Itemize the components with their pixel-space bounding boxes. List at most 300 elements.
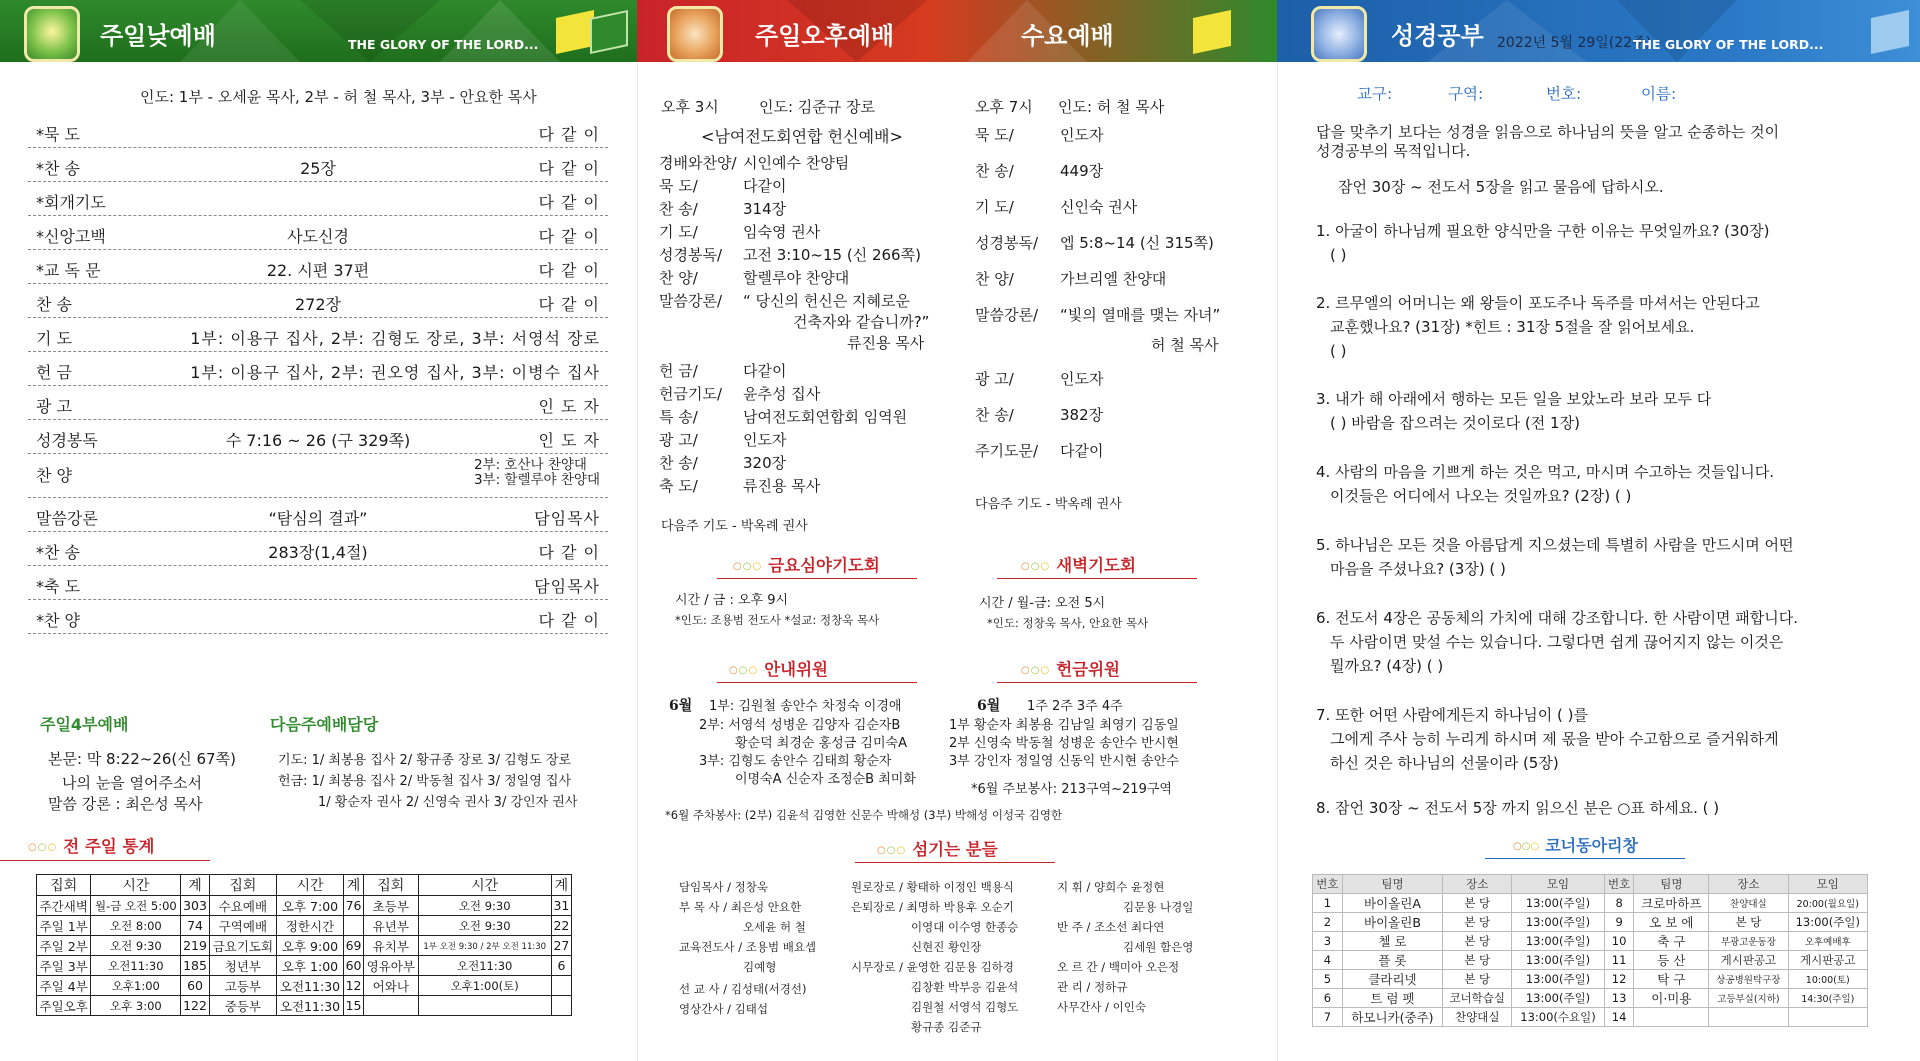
order-item: 수 7:16 ~ 26 (구 329쪽) — [225, 431, 411, 450]
afternoon-value: 다같이 — [743, 177, 787, 195]
study-intro-2: 성경공부의 목적입니다. — [1316, 142, 1471, 160]
staff-line: 교육전도사 / 조용범 배요셉 — [679, 940, 817, 954]
question-line: 뭘까요? (4장) ( ) — [1330, 657, 1444, 675]
table-cell: 1 — [1313, 893, 1343, 912]
table-cell: 76 — [344, 896, 364, 916]
order-row — [28, 498, 608, 532]
table-cell: 본 당 — [1443, 931, 1512, 950]
afternoon-label: 축 도/ — [659, 477, 698, 495]
table-cell: 오전11:30 — [277, 996, 344, 1016]
wednesday-label: 기 도/ — [975, 198, 1014, 216]
afternoon-value: 시인예수 찬양팀 — [743, 154, 850, 172]
staff-line: 김예형 — [743, 960, 777, 974]
order-leader: 인 도 자 — [538, 431, 600, 450]
ushers-month: 6월 — [669, 698, 693, 714]
table-header: 팀명 — [1342, 875, 1442, 894]
afternoon-value: 할렐루야 찬양대 — [743, 269, 850, 287]
flag-icon — [556, 10, 594, 54]
order-leader: 1부: 이용구 집사, 2부: 권오영 집사, 3부: 이병수 집사 — [190, 363, 600, 382]
table-cell: 초등부 — [364, 896, 418, 916]
afternoon-leader: 인도: 김준규 장로 — [759, 98, 876, 116]
table-cell: 7 — [1313, 1007, 1343, 1026]
table-cell: 유치부 — [364, 936, 418, 956]
divider — [997, 682, 1197, 683]
friday-prayer-leaders: *인도: 조용범 전도사 *설교: 정창욱 목사 — [675, 613, 880, 627]
attendance-table — [36, 874, 572, 1016]
table-header: 집회 — [209, 875, 276, 896]
order-label: *찬 송 — [36, 543, 80, 562]
friday-prayer-time: 시간 / 금 : 오후 9시 — [675, 593, 789, 608]
staff-line: 지 휘 / 양희수 윤정현 — [1057, 880, 1165, 894]
table-cell: 수요예배 — [209, 896, 276, 916]
study-instruction: 잠언 30장 ~ 전도서 5장을 읽고 물음에 답하시오. — [1338, 178, 1664, 196]
table-cell: 3 — [1313, 931, 1343, 950]
table-row — [1313, 950, 1868, 969]
staff-line: 담임목사 / 정창욱 — [679, 880, 768, 894]
usher-line: 2부: 서영석 성병운 김양자 김순자B — [699, 718, 901, 733]
table-cell: 오전11:30 — [91, 956, 181, 976]
staff-line: 사무간사 / 이인숙 — [1057, 1000, 1146, 1014]
emblem-icon — [24, 6, 80, 62]
offering-committee-heading: ○○○ 헌금위원 — [1021, 660, 1120, 679]
order-item: 283장(1,4절) — [268, 543, 368, 562]
offering-month: 6월 — [977, 698, 1001, 714]
wednesday-label: 성경봉독/ — [975, 234, 1039, 252]
table-cell: 게시판공고 — [1788, 950, 1867, 969]
table-cell: 20:00(월요일) — [1788, 893, 1867, 912]
table-cell: 31 — [551, 896, 571, 916]
table-cell: 오전 9:30 — [418, 916, 551, 936]
order-row — [28, 532, 608, 566]
table-cell: 영유아부 — [364, 956, 418, 976]
table-cell — [364, 996, 418, 1016]
afternoon-value: 다같이 — [743, 362, 787, 380]
section-title: 주일낮예배 — [100, 22, 216, 50]
dots-icon: ○○○ — [733, 561, 763, 572]
table-header: 장소 — [1443, 875, 1512, 894]
question-line: 4. 사람의 마음을 기쁘게 하는 것은 먹고, 마시며 수고하는 것들입니다. — [1316, 463, 1774, 481]
afternoon-value: 건축자와 같습니까?” — [793, 313, 930, 331]
dots-icon: ○○○ — [877, 845, 907, 856]
next-week-offering: 헌금: 1/ 최봉용 집사 2/ 박동철 집사 3/ 정일영 집사 — [278, 774, 572, 789]
afternoon-label: 성경봉독/ — [659, 246, 723, 264]
table-cell: 오후 9:00 — [277, 936, 344, 956]
table-cell: 69 — [344, 936, 364, 956]
table-row — [1313, 988, 1868, 1007]
staff-line: 은퇴장로 / 최명하 박용후 오순기 — [851, 900, 1014, 914]
table-cell — [551, 976, 571, 996]
table-header: 번호 — [1604, 875, 1634, 894]
table-cell: 6 — [1313, 988, 1343, 1007]
staff-line: 이영대 이수영 한종승 — [911, 920, 1019, 934]
table-cell: 4 — [1313, 950, 1343, 969]
dawn-prayer-time: 시간 / 월-금: 오전 5시 — [979, 596, 1106, 611]
order-label: 말씀강론 — [36, 509, 98, 528]
question-line: 1. 아굴이 하나님께 필요한 양식만을 구한 이유는 무엇일까요? (30장) — [1316, 222, 1770, 240]
wednesday-time: 오후 7시 — [975, 98, 1033, 116]
question-line: 두 사람이면 맞설 수는 있습니다. 그렇다면 쉽게 끊어지지 않는 이것은 — [1330, 633, 1784, 651]
table-cell: 11 — [1604, 950, 1634, 969]
fourth-service-preacher: 말씀 강론 : 최은성 목사 — [48, 795, 203, 813]
afternoon-program: <남여전도회연합 헌신예배> — [701, 127, 903, 146]
table-header: 시간 — [418, 875, 551, 896]
table-cell: 하모니카(중주) — [1342, 1007, 1442, 1026]
afternoon-label: 묵 도/ — [659, 177, 698, 195]
order-row — [28, 114, 608, 148]
order-label: *찬 양 — [36, 611, 80, 630]
table-row — [37, 976, 572, 996]
dots-icon: ○○○ — [1021, 561, 1051, 572]
afternoon-value: 고전 3:10~15 (신 266쪽) — [743, 246, 921, 264]
fourth-service-text: 본문: 막 8:22~26(신 67쪽) — [48, 750, 236, 768]
afternoon-wednesday-panel — [637, 0, 1277, 1061]
order-row — [28, 566, 608, 600]
wednesday-label: 찬 송/ — [975, 406, 1014, 424]
table-cell: 13:00(수요일) — [1512, 1007, 1605, 1026]
offering-line: 2부 신영숙 박동철 성병운 송안수 반시현 — [949, 736, 1179, 751]
table-cell: 13:00(주일) — [1512, 931, 1605, 950]
table-cell: 코너학습실 — [1443, 988, 1512, 1007]
banner-afternoon — [637, 0, 1277, 62]
afternoon-value: 류진용 목사 — [743, 477, 821, 495]
order-row — [28, 182, 608, 216]
staff-line: 김세원 함은영 — [1123, 940, 1194, 954]
friday-prayer-heading: ○○○ 금요심야기도회 — [733, 556, 880, 575]
wednesday-label: 찬 송/ — [975, 162, 1014, 180]
table-cell: 8 — [1604, 893, 1634, 912]
table-cell: 122 — [181, 996, 209, 1016]
order-label: 기 도 — [36, 329, 72, 348]
table-header: 계 — [344, 875, 364, 896]
table-header: 모임 — [1512, 875, 1605, 894]
divider — [855, 862, 1055, 863]
question-line: ( ) — [1330, 342, 1347, 360]
staff-line: 원로장로 / 황태하 이정인 백용식 — [851, 880, 1014, 894]
table-cell: 주일 4부 — [37, 976, 91, 996]
table-cell: 14 — [1604, 1007, 1634, 1026]
afternoon-value: 임숙영 권사 — [743, 223, 821, 241]
table-cell: 오전 8:00 — [91, 916, 181, 936]
table-cell: 13:00(주일) — [1512, 988, 1605, 1007]
table-row — [37, 996, 572, 1016]
field-zone: 구역: — [1448, 85, 1484, 103]
staff-line: 영상간사 / 김태섭 — [679, 1002, 768, 1016]
table-cell: 주일 1부 — [37, 916, 91, 936]
dots-icon: ○○○ — [1021, 665, 1051, 676]
table-row — [1313, 969, 1868, 988]
bible-study-panel — [1277, 0, 1920, 1061]
wednesday-label: 묵 도/ — [975, 126, 1014, 144]
wednesday-next-prayer: 다음주 기도 - 박옥례 권사 — [975, 497, 1122, 512]
table-cell: 탁 구 — [1634, 969, 1709, 988]
question-line: 이것들은 어디에서 나오는 것일까요? (2장) ( ) — [1330, 487, 1632, 505]
order-label: 헌 금 — [36, 363, 72, 382]
stats-heading: ○○○ 전 주일 통계 — [28, 837, 155, 856]
table-cell: 정한시간 — [277, 916, 344, 936]
question-line: 그에게 주사 능히 누리게 하시며 제 몫을 받아 수고함으로 즐거워하게 — [1330, 730, 1779, 748]
table-cell: 303 — [181, 896, 209, 916]
table-cell: 60 — [181, 976, 209, 996]
order-label: 성경봉독 — [36, 431, 98, 450]
order-leader: 다 같 이 — [538, 159, 600, 178]
table-cell: 축 구 — [1634, 931, 1709, 950]
order-leader: 다 같 이 — [538, 227, 600, 246]
section-title: 성경공부 — [1391, 22, 1484, 50]
dawn-prayer-leaders: *인도: 정창욱 목사, 안요한 목사 — [987, 616, 1149, 630]
usher-line: 1부: 김원철 송안수 차정숙 이경애 — [709, 699, 902, 714]
table-cell: 오후 1:00 — [277, 956, 344, 976]
order-leader-line: 3부: 할렐루야 찬양대 — [473, 472, 600, 488]
offering-line: 3부 강인자 정일영 신동익 반시현 송안수 — [949, 754, 1179, 769]
wednesday-value: 인도자 — [1060, 126, 1104, 144]
wednesday-value: “빛의 열매를 맺는 자녀” — [1060, 306, 1221, 324]
field-district: 교구: — [1357, 85, 1393, 103]
table-cell: 트 럼 펫 — [1342, 988, 1442, 1007]
table-row — [37, 956, 572, 976]
order-label: 찬 양 — [36, 466, 72, 485]
order-leader: 다 같 이 — [538, 611, 600, 630]
order-label: *축 도 — [36, 577, 80, 596]
flag-icon — [1193, 10, 1231, 54]
offering-line: 1부 황순자 최봉용 김남일 최영기 김동일 — [949, 718, 1179, 733]
table-cell: 오전11:30 — [418, 956, 551, 976]
table-cell — [344, 916, 364, 936]
section-title: 주일오후예배 — [755, 22, 895, 50]
afternoon-label: 말씀강론/ — [659, 292, 723, 310]
table-header: 시간 — [91, 875, 181, 896]
order-item: 272장 — [295, 295, 341, 314]
section-title: 수요예배 — [1021, 22, 1114, 50]
table-cell: 본 당 — [1709, 912, 1788, 931]
divider — [717, 578, 917, 579]
staff-line: 오 르 간 / 백미아 오은정 — [1057, 960, 1180, 974]
next-week-heading: 다음주예배담당 — [270, 715, 379, 734]
table-cell: 185 — [181, 956, 209, 976]
question-line: 교훈했나요? (31장) *힌트 : 31장 5절을 잘 읽어보세요. — [1330, 318, 1695, 336]
section-subtitle: THE GLORY OF THE LORD... — [1633, 37, 1824, 52]
order-leader: 다 같 이 — [538, 543, 600, 562]
order-leader-line: 2부: 호산나 찬양대 — [473, 457, 587, 473]
question-line: 6. 전도서 4장은 공동체의 가치에 대해 강조합니다. 한 사람이면 패합니다. — [1316, 609, 1799, 627]
next-week-prayer: 기도: 1/ 최봉용 집사 2/ 황규종 장로 3/ 김형도 장로 — [278, 753, 572, 768]
order-row — [28, 250, 608, 284]
wednesday-value: 엡 5:8~14 (신 315쪽) — [1060, 234, 1214, 252]
afternoon-label: 찬 송/ — [659, 454, 698, 472]
afternoon-next-prayer: 다음주 기도 - 박옥례 권사 — [661, 519, 808, 534]
table-cell: 유년부 — [364, 916, 418, 936]
field-name: 이름: — [1641, 85, 1677, 103]
afternoon-value: “ 당신의 헌신은 지혜로운 — [743, 292, 910, 310]
table-header: 장소 — [1709, 875, 1788, 894]
corner-club-table — [1312, 874, 1868, 1027]
afternoon-value: 류진용 목사 — [847, 334, 925, 352]
afternoon-label: 헌금기도/ — [659, 385, 723, 403]
wednesday-value: 382장 — [1060, 406, 1104, 424]
table-cell: 오후 3:00 — [91, 996, 181, 1016]
table-cell: 오후예배후 — [1788, 931, 1867, 950]
wednesday-label: 광 고/ — [975, 370, 1014, 388]
bulletin-service: *6월 주보봉사: 213구역~219구역 — [971, 782, 1172, 797]
table-cell — [1788, 1007, 1867, 1026]
order-item: 사도신경 — [287, 227, 349, 246]
usher-line: 이명숙A 신순자 조정순B 최미화 — [735, 772, 916, 787]
wednesday-value: 가브리엘 찬양대 — [1060, 270, 1167, 288]
order-leader: 담임목사 — [534, 509, 600, 528]
dots-icon: ○○○ — [1513, 841, 1540, 852]
order-row — [28, 352, 608, 386]
order-leader: 다 같 이 — [538, 261, 600, 280]
table-cell: 바이올린A — [1342, 893, 1442, 912]
table-cell: 오후1:00 — [91, 976, 181, 996]
table-cell: 오후 7:00 — [277, 896, 344, 916]
dawn-prayer-heading: ○○○ 새벽기도회 — [1021, 556, 1136, 575]
table-header: 계 — [181, 875, 209, 896]
table-row — [1313, 912, 1868, 931]
table-cell: 2 — [1313, 912, 1343, 931]
order-leader: 다 같 이 — [538, 193, 600, 212]
divider — [0, 860, 210, 861]
table-row — [37, 936, 572, 956]
table-cell: 본 당 — [1443, 950, 1512, 969]
order-leader: 1부: 이용구 집사, 2부: 김형도 장로, 3부: 서영석 장로 — [190, 329, 600, 348]
usher-line: 3부: 김형도 송안수 김태희 황순자 — [699, 754, 892, 769]
table-cell: 13:00(주일) — [1512, 893, 1605, 912]
afternoon-label: 특 송/ — [659, 408, 698, 426]
banner-bible-study — [1277, 0, 1920, 62]
table-cell: 게시판공고 — [1709, 950, 1788, 969]
staff-line: 김원철 서영석 김형도 — [911, 1000, 1019, 1014]
order-label: 찬 송 — [36, 295, 72, 314]
table-cell: 219 — [181, 936, 209, 956]
table-cell: 주일 2부 — [37, 936, 91, 956]
table-cell: 13:00(주일) — [1512, 950, 1605, 969]
study-intro: 답을 맞추기 보다는 성경을 읽음으로 하나님의 뜻을 알고 순종하는 것이 — [1316, 123, 1780, 141]
table-row — [1313, 1007, 1868, 1026]
table-cell: 74 — [181, 916, 209, 936]
order-leader — [474, 458, 600, 488]
afternoon-label: 경배와찬양/ — [659, 154, 737, 172]
question-line: 8. 잠언 30장 ~ 전도서 5장 까지 읽으신 분은 ○표 하세요. ( ) — [1316, 799, 1720, 817]
dots-icon: ○○○ — [729, 665, 759, 676]
afternoon-label: 찬 양/ — [659, 269, 698, 287]
order-label: *교 독 문 — [36, 261, 101, 280]
order-leader: 다 같 이 — [538, 295, 600, 314]
usher-line: 황순덕 최경순 홍성금 김미숙A — [735, 736, 907, 751]
afternoon-value: 남여전도회연합회 임역원 — [743, 408, 908, 426]
staff-line: 김문용 나경일 — [1123, 900, 1194, 914]
table-cell: 바이올린B — [1342, 912, 1442, 931]
order-item: 22. 시편 37편 — [266, 261, 370, 280]
wednesday-label: 말씀강론/ — [975, 306, 1039, 324]
table-cell: 오전11:30 — [277, 976, 344, 996]
afternoon-label: 기 도/ — [659, 223, 698, 241]
table-cell: 13:00(주일) — [1788, 912, 1867, 931]
table-cell: 14:30(주일) — [1788, 988, 1867, 1007]
table-cell: 클라리넷 — [1342, 969, 1442, 988]
question-line: ( ) — [1330, 246, 1347, 264]
table-cell: 첼 로 — [1342, 931, 1442, 950]
table-cell: 주일오후 — [37, 996, 91, 1016]
order-leader: 인 도 자 — [538, 397, 600, 416]
table-cell: 본 당 — [1443, 912, 1512, 931]
afternoon-value: 314장 — [743, 200, 787, 218]
table-row — [37, 896, 572, 916]
question-line: 2. 르무엘의 어머니는 왜 왕들이 포도주나 독주를 마셔서는 안된다고 — [1316, 294, 1760, 312]
study-date: 2022년 5월 29일(22주) — [1497, 35, 1652, 51]
order-row — [28, 386, 608, 420]
corner-club-heading: ○○○ 코너동아리창 — [1513, 836, 1638, 855]
wednesday-leader: 인도: 허 철 목사 — [1058, 98, 1165, 116]
order-label: *회개기도 — [36, 193, 106, 212]
afternoon-label: 광 고/ — [659, 431, 698, 449]
wednesday-value: 449장 — [1060, 162, 1104, 180]
table-cell: 청년부 — [209, 956, 276, 976]
question-line: ( ) 바람을 잡으려는 것이로다 (전 1장) — [1330, 414, 1580, 432]
ushers-heading: ○○○ 안내위원 — [729, 660, 828, 679]
table-header: 집회 — [37, 875, 91, 896]
order-leader: 담임목사 — [534, 577, 600, 596]
table-row — [37, 916, 572, 936]
offering-weeks: 1주 2주 3주 4주 — [1027, 699, 1123, 714]
table-cell: 13:00(주일) — [1512, 912, 1605, 931]
afternoon-value: 윤추성 집사 — [743, 385, 821, 403]
order-label: *신앙고백 — [36, 227, 106, 246]
table-header: 시간 — [277, 875, 344, 896]
table-header: 팀명 — [1634, 875, 1709, 894]
order-label: 광 고 — [36, 397, 72, 416]
staff-line: 부 목 사 / 최은성 안요한 — [679, 900, 802, 914]
staff-line: 신현진 황인장 — [911, 940, 982, 954]
afternoon-label: 헌 금/ — [659, 362, 698, 380]
table-cell: 오 보 에 — [1634, 912, 1709, 931]
wednesday-label: 주기도문/ — [975, 442, 1039, 460]
table-cell: 본 당 — [1443, 969, 1512, 988]
emblem-icon — [1311, 6, 1367, 62]
parking-service: *6월 주차봉사: (2부) 김윤석 김영한 신문수 박해성 (3부) 박해성 이성국 김영한 — [665, 808, 1063, 822]
order-row — [28, 455, 608, 498]
flag-icon — [1871, 10, 1909, 54]
banner-sunday-morning — [0, 0, 637, 62]
table-cell: 고등부실(지하) — [1709, 988, 1788, 1007]
next-week-offering-2: 1/ 황순자 권사 2/ 신영숙 권사 3/ 강인자 권사 — [318, 795, 578, 810]
table-cell: 13:00(주일) — [1512, 969, 1605, 988]
question-line: 마음을 주셨나요? (3장) ( ) — [1330, 560, 1506, 578]
staff-line: 황규종 김준규 — [911, 1020, 982, 1034]
table-cell: 5 — [1313, 969, 1343, 988]
staff-line: 선 교 사 / 김성태(서경선) — [679, 982, 807, 996]
order-label: *찬 송 — [36, 159, 80, 178]
wednesday-value: 다같이 — [1060, 442, 1104, 460]
table-row — [1313, 931, 1868, 950]
order-row — [28, 420, 608, 454]
table-header: 번호 — [1313, 875, 1343, 894]
divider — [717, 682, 917, 683]
staff-line: 반 주 / 조소선 최다연 — [1057, 920, 1165, 934]
staff-line: 오세윤 허 철 — [743, 920, 806, 934]
staff-line: 시무장로 / 윤영한 김문용 김하경 — [851, 960, 1014, 974]
table-cell: 12 — [1604, 969, 1634, 988]
table-cell — [551, 996, 571, 1016]
wednesday-label: 찬 양/ — [975, 270, 1014, 288]
order-row — [28, 600, 608, 634]
table-header: 계 — [551, 875, 571, 896]
table-cell: 찬양대실 — [1443, 1007, 1512, 1026]
table-cell: 어와나 — [364, 976, 418, 996]
table-cell: 15 — [344, 996, 364, 1016]
table-row — [1313, 893, 1868, 912]
order-leader: 다 같 이 — [538, 125, 600, 144]
emblem-icon — [667, 6, 723, 62]
